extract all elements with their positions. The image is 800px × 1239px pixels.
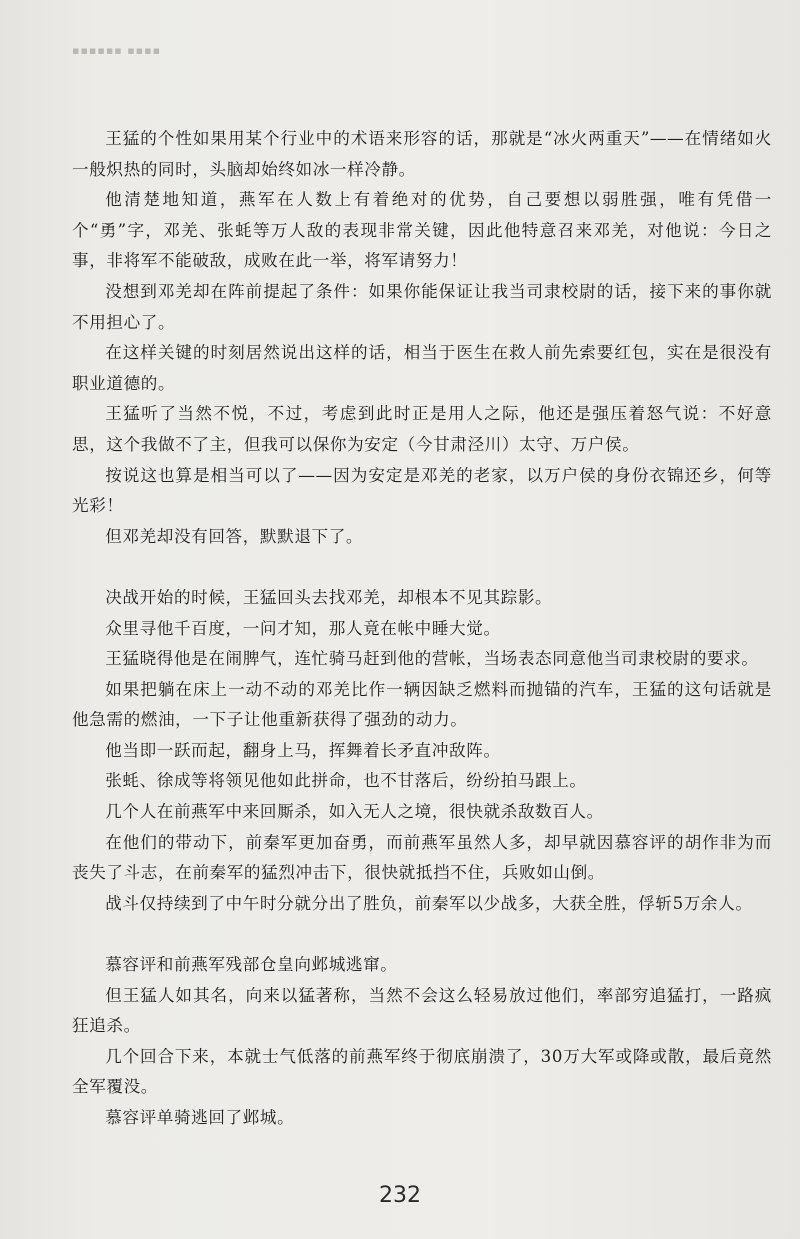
paragraph: 但邓羌却没有回答，默默退下了。 (105, 526, 364, 546)
paragraph: 决战开始的时候，王猛回头去找邓羌，却根本不见其踪影。 (105, 587, 553, 607)
paragraph: 如果把躺在床上一动不动的邓羌比作一辆因缺乏燃料而抛锚的汽车，王猛的这句话就是他急需的燃油，一下子让他重新获得了强劲的动力。 (72, 679, 772, 730)
running-head: ▪▪▪▪▪▪ ▪▪▪▪ (72, 44, 162, 57)
paragraph: 他清楚地知道，燕军在人数上有着绝对的优势，自己要想以弱胜强，唯有凭借一个“勇”字，邓羌、张蚝等万人敌的表现非常关键，因此他特意召来邓羌，对他说：今日之事，非将军不能破敌，成败在此一举，将军请努力！ (72, 190, 772, 271)
paragraph: 在这样关键的时刻居然说出这样的话，相当于医生在救人前先索要红包，实在是很没有职业道德的。 (72, 343, 772, 393)
paragraph: 慕容评和前燕军残部仓皇向邺城逃窜。 (105, 955, 398, 975)
paragraph: 众里寻他千百度，一问才知，那人竟在帐中睡大觉。 (105, 618, 501, 638)
paragraph: 王猛的个性如果用某个行业中的术语来形容的话，那就是“冰火两重天”——在情绪如火一般炽热的同时，头脑却始终如冰一样冷静。 (72, 129, 772, 179)
paragraph: 几个人在前燕军中来回厮杀，如入无人之境，很快就杀敌数百人。 (105, 802, 604, 822)
page-number: 232 (379, 1183, 421, 1208)
paragraph: 他当即一跃而起，翻身上马，挥舞着长矛直冲敌阵。 (105, 740, 501, 760)
paragraph: 按说这也算是相当可以了——因为安定是邓羌的老家，以万户侯的身份衣锦还乡，何等光彩！ (72, 465, 772, 516)
paragraph: 在他们的带动下，前秦军更加奋勇，而前燕军虽然人多，却早就因慕容评的胡作非为而丧失了斗志，在前秦军的猛烈冲击下，很快就抵挡不住，兵败如山倒。 (72, 832, 772, 883)
paragraph: 王猛晓得他是在闹脾气，连忙骑马赶到他的营帐，当场表态同意他当司隶校尉的要求。 (105, 649, 759, 669)
paragraph: 张蚝、徐成等将领见他如此拼命，也不甘落后，纷纷拍马跟上。 (105, 771, 587, 791)
paragraph: 王猛听了当然不悦，不过，考虑到此时正是用人之际，他还是强压着怒气说：不好意思，这个我做不了主，但我可以保你为安定（今甘肃泾川）太守、万户侯。 (72, 404, 772, 454)
body-text (72, 124, 772, 1134)
paragraph: 慕容评单骑逃回了邺城。 (105, 1108, 295, 1127)
paragraph: 战斗仅持续到了中午时分就分出了胜负，前秦军以少战多，大获全胜，俘斩5万余人。 (105, 893, 753, 913)
paragraph: 几个回合下来，本就士气低落的前燕军终于彻底崩溃了，30万大军或降或散，最后竟然全军覆没。 (72, 1046, 772, 1097)
paragraph: 没想到邓羌却在阵前提起了条件：如果你能保证让我当司隶校尉的话，接下来的事你就不用担心了。 (72, 281, 772, 332)
paragraph: 但王猛人如其名，向来以猛著称，当然不会这么轻易放过他们，率部穷追猛打，一路疯狂追杀。 (72, 985, 772, 1036)
